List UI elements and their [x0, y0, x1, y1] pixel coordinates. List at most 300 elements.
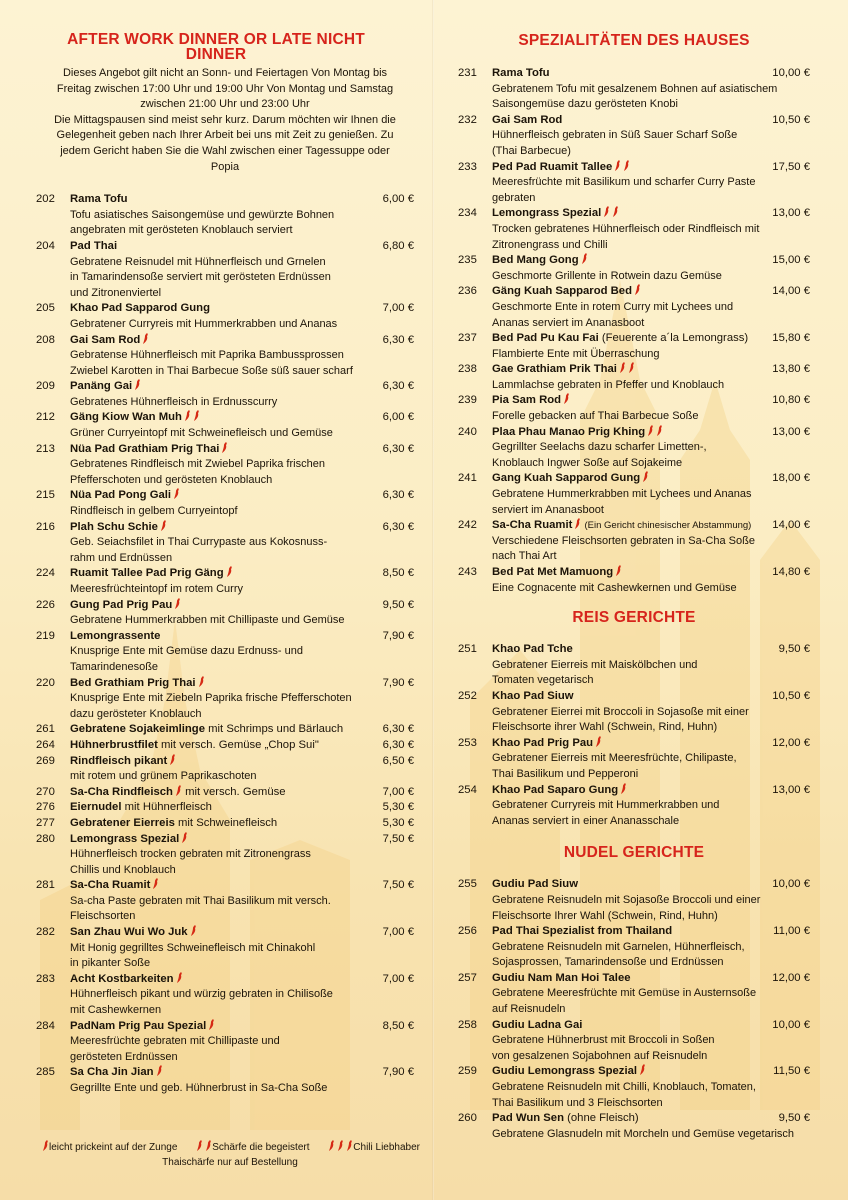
chili-icon [152, 878, 159, 889]
menu-item [458, 393, 810, 424]
item-price: 5,30 € [382, 801, 414, 814]
item-name-extra: (Feuerente a´la Lemongrass) [598, 332, 749, 345]
item-description: Gebratenes Hühnerfleisch in Erdnusscurry [70, 395, 278, 408]
chili-icon [612, 206, 619, 217]
menu-item [36, 816, 414, 832]
item-name-text: Sa-Cha Ruamit [70, 879, 151, 892]
item-name-text: Khao Pad Saparo Gung [492, 783, 619, 796]
item-number: 281 [36, 879, 55, 892]
item-name [492, 783, 740, 799]
item-description: Sojasprossen, Tamarindensoße und Erdnüssen [492, 956, 724, 969]
item-name-text: Hühnerbrustfilet [70, 738, 158, 751]
item-number: 260 [458, 1112, 477, 1125]
item-name-text: Ped Pad Ruamit Tallee [492, 160, 613, 173]
chili-icon [328, 1140, 335, 1151]
item-name-text: Gebratener Eierreis [70, 816, 175, 829]
chili-icon [181, 832, 188, 843]
item-description: Gebratene Hummerkrabben mit Lychees und Ananas [492, 488, 752, 501]
menu-item [36, 785, 414, 801]
item-price: 17,50 € [772, 160, 810, 173]
item-name [70, 816, 354, 832]
item-price: 7,00 € [382, 972, 414, 985]
menu-item [458, 518, 810, 565]
item-number: 240 [458, 425, 477, 438]
chili-icon [42, 1140, 49, 1151]
menu-item [36, 239, 414, 301]
item-description: Mit Honig gegrilltes Schweinefleisch mit Chinakohl [70, 941, 316, 954]
after-work-menu-list [36, 192, 414, 1096]
item-description: Meeresfrüchte gebraten mit Chillipaste und [70, 1035, 280, 1048]
menu-item [36, 738, 414, 754]
item-name [492, 565, 740, 581]
item-name-text: Gudiu Pad Siuw [492, 878, 578, 891]
item-description: Ananas serviert in einer Ananasschale [492, 814, 680, 827]
item-name [492, 689, 740, 705]
intro-line: Freitag zwischen 17:00 Uhr und 19:00 Uhr Von Montag und Samstag [56, 82, 394, 95]
item-name [70, 722, 354, 738]
item-description: Fleischsorte ihrer Wahl (Schwein, Rind, Huhn) [492, 721, 718, 734]
left-column [36, 0, 414, 1097]
intro-line: jedem Gericht haben Sie die Wahl zwischen einer Tagessuppe oder [60, 144, 390, 157]
specials-menu-list [458, 66, 810, 596]
item-name [70, 566, 354, 582]
item-price: 6,00 € [382, 411, 414, 424]
item-name-text: Plaa Phau Manao Prig Khing [492, 425, 646, 438]
item-name [492, 331, 748, 347]
item-price: 6,00 € [382, 193, 414, 206]
item-description: Thai Basilikum und Pepperoni [492, 767, 639, 780]
item-name [70, 754, 354, 770]
item-name-text: Gebratene Sojakeimlinge [70, 723, 205, 736]
item-number: 264 [36, 738, 55, 751]
item-name [492, 393, 740, 409]
item-description: nach Thai Art [492, 550, 557, 563]
chili-icon [142, 333, 149, 344]
item-price: 10,50 € [772, 113, 810, 126]
item-description: Gebratener Eierreis mit Meeresfrüchte, Chilipaste, [492, 752, 737, 765]
chili-icon [174, 598, 181, 609]
item-price: 7,00 € [382, 302, 414, 315]
item-number: 284 [36, 1019, 55, 1032]
item-name-text: Nüa Pad Grathiam Prig Thai [70, 442, 220, 455]
nudel-menu-list [458, 877, 810, 1142]
item-description: Gebratenes Rindfleisch mit Zwiebel Paprika frischen [70, 458, 325, 471]
item-description: Meeresfrüchteintopf im rotem Curry [70, 583, 243, 595]
item-description: Grüner Curryeintopf mit Schweinefleisch und Gemüse [70, 427, 333, 440]
item-description: Knoblauch Ingwer Soße auf Sojakeime [492, 456, 683, 469]
menu-item [36, 520, 414, 567]
item-name [492, 1018, 740, 1034]
item-description: Zitronengrass und Chilli [492, 238, 608, 251]
chili-icon [647, 425, 654, 436]
item-description: mit Cashewkernen [70, 1004, 162, 1017]
menu-item [458, 425, 810, 472]
item-number: 235 [458, 254, 477, 267]
item-description: Gebratener Eierreis mit Maiskölbchen und [492, 658, 698, 671]
item-price: 14,00 € [772, 519, 810, 532]
chili-icon [620, 783, 627, 794]
legend-mild: leicht prickeint auf der Zunge [40, 1140, 177, 1155]
item-number: 215 [36, 489, 55, 502]
item-number: 258 [458, 1018, 477, 1031]
menu-item [458, 1018, 810, 1065]
item-note: (Ein Gericht chinesischer Abstammung) [584, 520, 752, 532]
item-description: rahm und Erdnüssen [70, 551, 173, 564]
menu-item [458, 565, 810, 596]
item-number: 254 [458, 783, 477, 796]
item-name-text: PadNam Prig Pau Spezial [70, 1019, 207, 1032]
item-description: Ananas serviert im Ananasboot [492, 316, 645, 329]
item-number: 205 [36, 302, 55, 315]
chili-icon [175, 785, 182, 796]
chili-icon [190, 925, 197, 936]
menu-item [36, 629, 414, 676]
chili-icon [581, 253, 588, 264]
item-name-text: Khao Pad Tche [492, 643, 573, 656]
item-price: 5,30 € [382, 816, 414, 829]
item-description: Lammlachse gebraten in Pfeffer und Knoblauch [492, 378, 725, 391]
item-name [70, 1019, 354, 1035]
item-name [70, 629, 354, 645]
item-price: 10,80 € [772, 394, 810, 407]
item-number: 255 [458, 878, 477, 891]
item-name-extra: mit Hühnerfleisch [121, 801, 212, 814]
menu-item [458, 284, 810, 331]
menu-item [36, 800, 414, 816]
item-name-text: Nüa Pad Pong Gali [70, 489, 172, 502]
item-price: 15,00 € [772, 254, 810, 267]
item-name [492, 425, 740, 441]
item-number: 241 [458, 472, 477, 485]
menu-item [458, 471, 810, 518]
item-name [70, 878, 354, 894]
item-number: 216 [36, 520, 55, 533]
chili-icon [176, 972, 183, 983]
item-description: Gebratener Eierrei mit Broccoli in Sojasoße mit einer [492, 705, 749, 718]
menu-item [36, 1065, 414, 1096]
item-number: 220 [36, 676, 55, 689]
intro-line: Gelegenheit geben nach Ihrer Arbeit bei uns mit Zeit zu genießen. Zu [56, 129, 394, 142]
item-name [492, 924, 740, 940]
chili-icon [642, 471, 649, 482]
item-price: 7,90 € [382, 629, 414, 642]
item-name [70, 333, 354, 349]
legend-medium: Schärfe die begeistert [194, 1140, 309, 1155]
item-description: Hühnerfleisch trocken gebraten mit Zitronengrass [70, 848, 311, 861]
item-description: Thai Basilikum und 3 Fleischsorten [492, 1096, 663, 1109]
chili-icon [196, 1140, 203, 1151]
menu-item [36, 878, 414, 925]
item-price: 13,00 € [772, 207, 810, 220]
item-number: 239 [458, 394, 477, 407]
item-description: Sa-cha Paste gebraten mit Thai Basilikum mit versch. [70, 894, 331, 907]
item-name [70, 239, 354, 255]
item-price: 7,90 € [382, 1066, 414, 1079]
item-number: 283 [36, 972, 55, 985]
item-name-text: Lemongrass Spezial [492, 207, 602, 220]
item-price: 6,50 € [382, 754, 414, 767]
item-name-extra: mit versch. Gemüse [181, 785, 286, 798]
item-name-text: Plah Schu Schie [70, 520, 158, 533]
item-description: Zwiebel Karotten in Thai Barbecue Soße süß sauer scharf [70, 364, 353, 377]
item-number: 233 [458, 160, 477, 173]
menu-item [458, 253, 810, 284]
chili-icon [173, 488, 180, 499]
menu-item [36, 333, 414, 380]
item-price: 6,30 € [382, 489, 414, 502]
intro-line: Die Mittagspausen sind meist sehr kurz. Darum möchten wir Ihnen die [54, 113, 396, 126]
item-name-text: Gudiu Ladna Gai [492, 1018, 583, 1031]
chili-icon [198, 676, 205, 687]
item-price: 8,50 € [382, 1019, 414, 1032]
item-price: 7,90 € [382, 676, 414, 689]
item-number: 285 [36, 1066, 55, 1079]
item-name [492, 1111, 740, 1127]
item-name-text: Gai Sam Rod [70, 333, 141, 346]
item-price: 6,30 € [382, 738, 414, 751]
item-name [492, 160, 740, 176]
item-description: Hühnerfleisch gebraten in Süß Sauer Scharf Soße [492, 129, 738, 142]
menu-item [458, 160, 810, 207]
item-number: 219 [36, 629, 55, 642]
item-description: Meeresfrüchte mit Basilikum und scharfer Curry Paste [492, 176, 756, 189]
item-name-text: Gudiu Lemongrass Spezial [492, 1065, 638, 1078]
item-description: angebraten mit gerösteten Knoblauch serviert [70, 224, 293, 237]
item-name [70, 598, 354, 614]
item-name [70, 520, 354, 536]
item-price: 6,80 € [382, 239, 414, 252]
item-number: 209 [36, 380, 55, 393]
item-number: 213 [36, 442, 55, 455]
legend-hot: Chili Liebhaber [326, 1140, 420, 1155]
menu-item [458, 66, 810, 113]
intro-text [36, 66, 414, 175]
item-name-text: Gai Sam Rod [492, 113, 563, 126]
chili-icon [656, 425, 663, 436]
item-name [70, 800, 354, 816]
menu-item [36, 754, 414, 785]
item-price: 9,50 € [382, 598, 414, 611]
item-description: Gebratense Hühnerfleisch mit Paprika Bambussprossen [70, 349, 344, 362]
item-name [492, 971, 740, 987]
menu-item [36, 1019, 414, 1066]
item-number: 234 [458, 207, 477, 220]
item-name-text: Lemongrassente [70, 629, 161, 642]
item-number: 276 [36, 801, 55, 814]
item-name-text: Lemongrass Spezial [70, 832, 180, 845]
item-number: 261 [36, 723, 55, 736]
menu-item [36, 972, 414, 1019]
menu-item [458, 642, 810, 689]
item-price: 11,00 € [773, 925, 810, 938]
chili-icon [169, 754, 176, 765]
item-name [70, 442, 354, 458]
item-price: 12,00 € [772, 971, 810, 984]
item-name-text: Bed Mang Gong [492, 254, 579, 267]
item-name-text: Sa-Cha Ruamit [492, 519, 573, 532]
item-description: Knusprige Ente mit Ziebeln Paprika frische Pfefferschoten [70, 692, 352, 705]
item-price: 9,50 € [778, 643, 810, 656]
item-description: Gebratene Hühnerbrust mit Broccoli in Soßen [492, 1034, 715, 1047]
item-name [492, 113, 740, 129]
item-number: 226 [36, 598, 55, 611]
item-description: mit rotem und grünem Paprikaschoten [70, 770, 257, 783]
item-description: Forelle gebacken auf Thai Barbecue Soße [492, 410, 699, 423]
item-price: 6,30 € [382, 333, 414, 346]
item-name-text: Ruamit Tallee Pad Prig Gäng [70, 567, 224, 580]
item-description: in pikanter Soße [70, 957, 151, 970]
item-description: Rindfleisch in gelbem Curryeintopf [70, 505, 238, 518]
item-name [70, 488, 354, 504]
item-description: dazu gerösteter Knoblauch [70, 707, 202, 720]
item-price: 13,00 € [772, 425, 810, 438]
chili-icon [615, 565, 622, 576]
item-description: Tamarindenesoße [70, 660, 159, 673]
item-number: 232 [458, 113, 477, 126]
item-price: 12,00 € [772, 736, 810, 749]
item-description: in Tamarindensoße serviert mit gerösteten Erdnüssen [70, 271, 331, 284]
item-name-text: Rindfleisch pikant [70, 754, 168, 767]
item-price: 10,00 € [772, 1018, 810, 1031]
item-name-text: Bed Pat Met Mamuong [492, 566, 614, 578]
item-name [492, 642, 740, 658]
menu-item [36, 301, 414, 332]
specials-title: SPEZIALITÄTEN DES HAUSES [518, 32, 750, 49]
menu-item [36, 566, 414, 597]
item-name [70, 738, 354, 754]
item-name-text: Gäng Kiow Wan Muh [70, 411, 182, 424]
item-number: 237 [458, 332, 477, 345]
item-number: 212 [36, 411, 55, 424]
right-column [458, 0, 810, 1142]
item-description: Gegrillte Ente und geb. Hühnerbrust in Sa-Cha Soße [70, 1082, 328, 1094]
item-description: Gebratener Curryreis mit Hummerkrabben und Ananas [70, 317, 338, 330]
item-price: 7,00 € [382, 926, 414, 939]
menu-item [36, 676, 414, 723]
item-description: Eine Cognacente mit Cashewkernen und Gemüse [492, 581, 737, 594]
item-number: 252 [458, 689, 477, 702]
reis-menu-list [458, 642, 810, 829]
item-name-text: Gang Kuah Sapparod Gung [492, 472, 641, 485]
item-price: 8,50 € [382, 567, 414, 580]
menu-item [458, 113, 810, 160]
item-price: 6,30 € [382, 520, 414, 533]
item-description: Gebratene Reisnudeln mit Chilli, Knoblauch, Tomaten, [492, 1081, 756, 1094]
menu-item [36, 488, 414, 519]
item-description: Gebratene Reisnudel mit Hühnerfleisch und Grnelen [70, 255, 326, 268]
item-name-text: Pad Wun Sen [492, 1112, 564, 1125]
chili-icon [563, 393, 570, 404]
reis-title: REIS GERICHTE [572, 609, 696, 627]
item-number: 236 [458, 285, 477, 298]
intro-line: Dieses Angebot gilt nicht an Sonn- und Feiertagen Von Montag bis [62, 67, 388, 79]
item-price: 7,00 € [382, 785, 414, 798]
menu-item [36, 379, 414, 410]
menu-item [458, 971, 810, 1018]
item-number: 269 [36, 754, 55, 767]
chili-icon [160, 520, 167, 531]
item-name-text: Eiernudel [70, 801, 122, 814]
menu-item [458, 877, 810, 924]
item-name [70, 925, 354, 941]
item-number: 204 [36, 239, 55, 252]
item-name [70, 1065, 354, 1081]
item-name-text: Gäng Kuah Sapparod Bed [492, 285, 632, 298]
item-price: 7,50 € [382, 832, 414, 845]
item-name-text: San Zhau Wui Wo Juk [70, 926, 188, 939]
item-description: Trocken gebratenes Hühnerfleisch oder Rindfleisch mit [492, 222, 760, 235]
item-price: 9,50 € [778, 1112, 810, 1125]
item-description: Fleischsorten [70, 910, 136, 923]
item-description: gebraten [492, 191, 536, 204]
menu-item [458, 1111, 810, 1142]
item-name [492, 206, 740, 222]
item-price: 7,50 € [382, 879, 414, 892]
chili-icon [623, 160, 630, 171]
item-description: Verschiedene Fleischsorten gebraten in Sa-Cha Soße [492, 534, 755, 547]
chili-icon [628, 362, 635, 373]
page-fold [432, 0, 434, 1200]
item-description: Saisongemüse dazu gerösteten Knobi [492, 98, 678, 111]
menu-item [458, 736, 810, 783]
chili-icon [595, 736, 602, 747]
menu-item [36, 598, 414, 629]
chili-icon [619, 362, 626, 373]
item-description: Fleischsorte Ihrer Wahl (Schwein, Rind, Huhn) [492, 909, 718, 922]
item-name-text: Bed Grathiam Prig Thai [70, 676, 196, 689]
chili-icon [193, 410, 200, 421]
menu-item [36, 192, 414, 239]
after-work-title: AFTER WORK DINNER OR LATE NICHT DINNER [67, 31, 365, 63]
item-description: Gebratene Reisnudeln mit Sojasoße Broccoli und einer [492, 893, 761, 906]
item-number: 270 [36, 785, 55, 798]
item-number: 224 [36, 567, 55, 580]
item-description: Geb. Seiachsfilet in Thai Currypaste aus Kokosnuss- [70, 536, 328, 549]
item-name-extra: (ohne Fleisch) [563, 1112, 639, 1125]
menu-item [458, 924, 810, 971]
item-description: Gebratene Glasnudeln mit Morcheln und Gemüse vegetarisch [492, 1127, 795, 1140]
chili-icon [221, 442, 228, 453]
chili-icon [603, 206, 610, 217]
item-name-text: Khao Pad Prig Pau [492, 736, 594, 749]
item-price: 15,80 € [772, 332, 810, 345]
chili-icon [634, 284, 641, 295]
item-description: Gebratenem Tofu mit gesalzenem Bohnen auf asiatischem [492, 82, 778, 95]
intro-line: zwischen 21:00 Uhr und 23:00 Uhr [140, 98, 310, 111]
item-description: und Zitronenviertel [70, 286, 162, 299]
item-name-text: Bed Pad Pu Kau Fai [492, 332, 599, 345]
item-price: 6,30 € [382, 442, 414, 455]
item-name [492, 518, 751, 534]
item-name-extra: mit versch. Gemüse „Chop Sui" [157, 738, 319, 751]
item-price: 18,00 € [772, 472, 810, 485]
item-name-text: Gudiu Nam Man Hoi Talee [492, 971, 631, 984]
item-description: gerösteten Erdnüssen [70, 1050, 178, 1063]
nudel-title: NUDEL GERICHTE [563, 844, 705, 862]
item-name [492, 284, 740, 300]
item-number: 231 [458, 67, 477, 79]
menu-item [36, 722, 414, 738]
chili-icon [614, 160, 621, 171]
item-name [70, 410, 354, 426]
item-number: 259 [458, 1065, 477, 1078]
item-name-text: Rama Tofu [492, 67, 550, 79]
menu-item [458, 1064, 810, 1111]
item-name [70, 832, 354, 848]
item-name-text: Gung Pad Prig Pau [70, 598, 173, 611]
item-price: 14,80 € [772, 566, 810, 578]
menu-item [458, 362, 810, 393]
